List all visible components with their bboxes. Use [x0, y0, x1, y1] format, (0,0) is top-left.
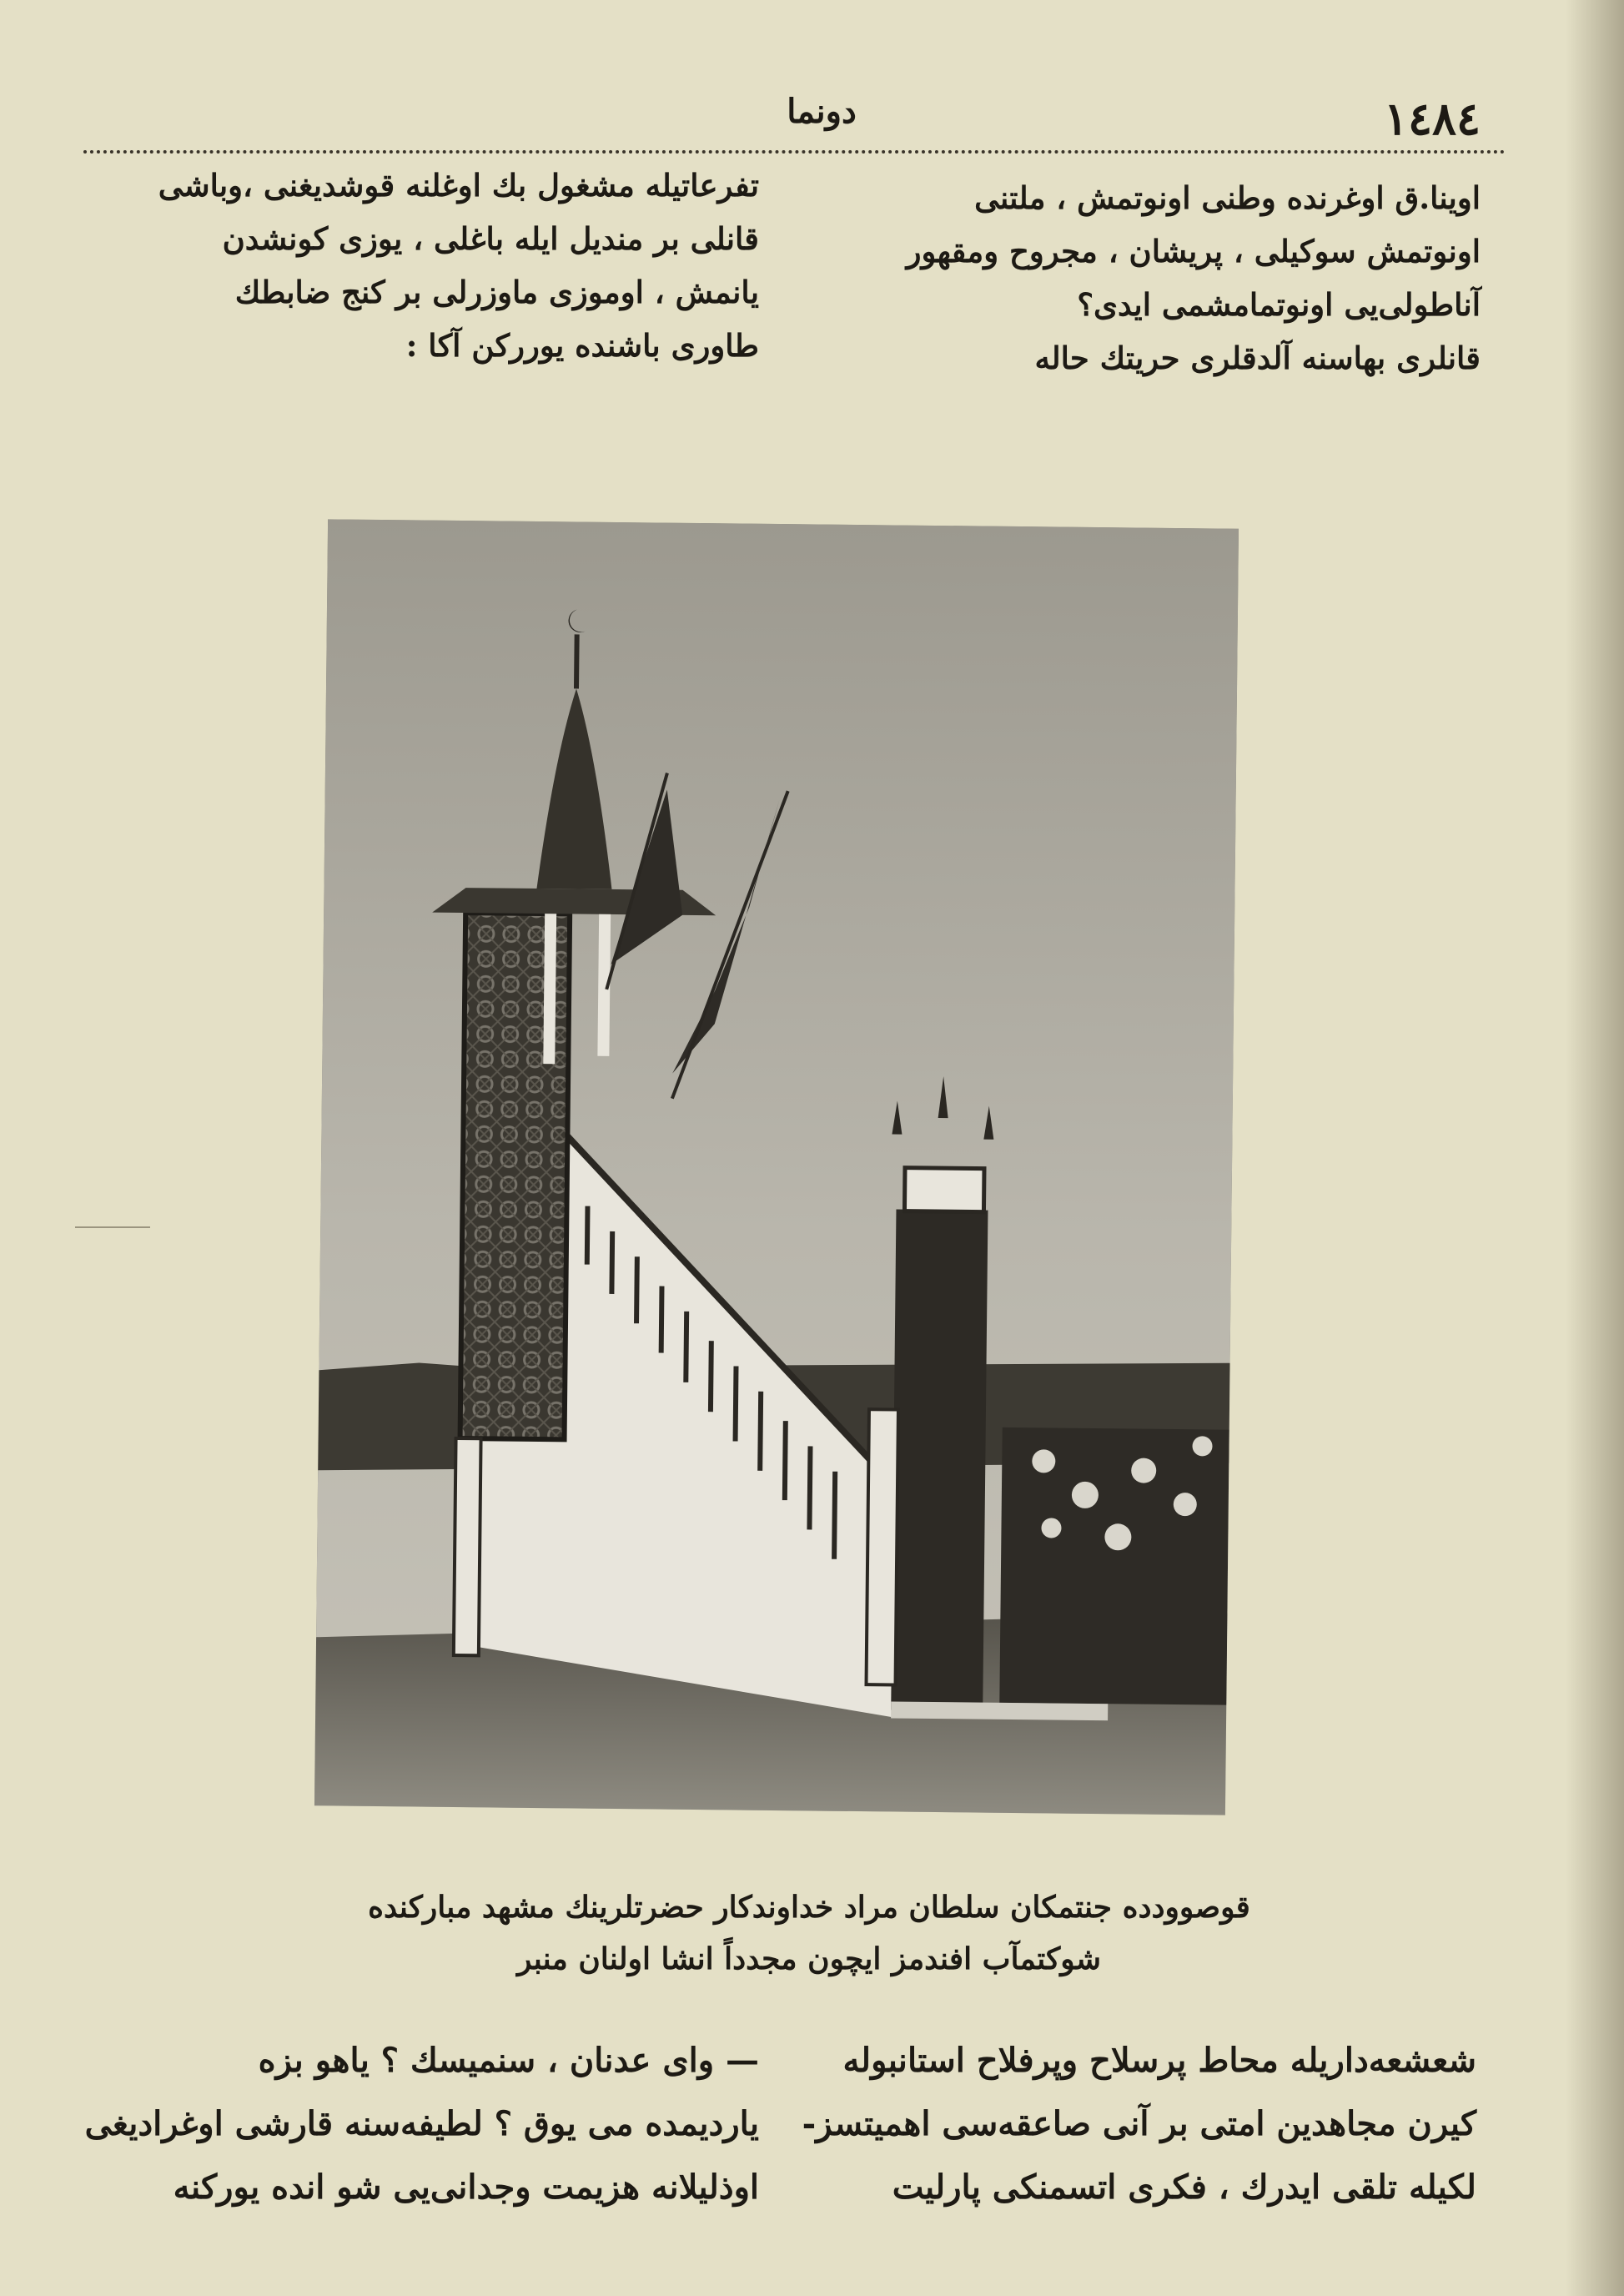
finial-rod [576, 634, 577, 688]
page-number: ١٤٨٤ [1383, 92, 1481, 145]
gate-plaque [904, 1168, 984, 1212]
margin-mark [75, 1226, 150, 1261]
text-line: طاوری باشنده یوررکن آکا : [405, 327, 759, 364]
photo-caption [217, 1881, 1401, 1985]
text-line: اوینا.ق اوغرنده وطنی اونوتمش ، ملتنی [974, 179, 1481, 216]
text-line: قانلری بهاسنه آلدقلری حریتك حاله [1034, 340, 1481, 376]
page-header [83, 77, 1506, 156]
top-right-text-column [813, 171, 1481, 385]
text-line: یاردیمده می یوق ؟ لطیفه‌سنه قارشی اوغرادیغی [84, 2104, 759, 2143]
entrance-step [891, 1701, 1108, 1720]
minbar-photograph [314, 519, 1239, 1815]
photo-illustration [314, 519, 1239, 1815]
caption-line: شوکتمآب افندمز ایچون مجدداً انشا اولنان منبر [516, 1941, 1102, 1976]
page-edge-shadow [1566, 0, 1624, 2296]
text-line: لکیله تلقی ایدرك ، فکری اتسمنکی پارلیت [892, 2168, 1476, 2207]
caption-line: قوصوودده جنتمکان سلطان مراد خداوندکار حضرتلرینك مشهد مبارکنده [368, 1890, 1250, 1925]
text-line: آناطولی‌یی اونوتمامشمی ایدی؟ [1077, 286, 1481, 323]
text-line: اونوتمش سوکیلی ، پریشان ، مجروح ومقهور [906, 233, 1481, 269]
canopy-post [543, 914, 556, 1064]
header-dotted-rule [83, 150, 1506, 154]
running-title: دونما [787, 92, 857, 131]
text-line: یانمش ، اوموزی ماوزرلی بر کنج ضابطك [234, 274, 759, 310]
top-left-text-column [92, 159, 759, 372]
entrance-gate [891, 1210, 988, 1711]
text-line: — وای عدنان ، سنمیسك ؟ یاهو بزه [258, 2041, 759, 2080]
bottom-right-text-column [788, 2029, 1476, 2219]
text-line: قانلی بر مندیل ایله باغلی ، یوزی کونشدن [222, 220, 759, 257]
gate-post [867, 1409, 898, 1684]
text-line: شعشعه‌داریله محاط پرسلاح وپرفلاح استانبوله [842, 2041, 1476, 2080]
text-line: تفرعاتیله مشغول بك اوغلنه قوشدیغنی ،وباشی [158, 167, 759, 204]
text-line: کیرن مجاهدین امتی بر آنی صاعقه‌سی اهمیتسز- [802, 2104, 1476, 2143]
crowd [999, 1427, 1229, 1705]
left-post [454, 1438, 481, 1655]
bottom-left-text-column [75, 2029, 759, 2219]
text-line: اوذلیلانه هزیمت وجدانی‌یی شو انده یورکنه [173, 2168, 759, 2207]
